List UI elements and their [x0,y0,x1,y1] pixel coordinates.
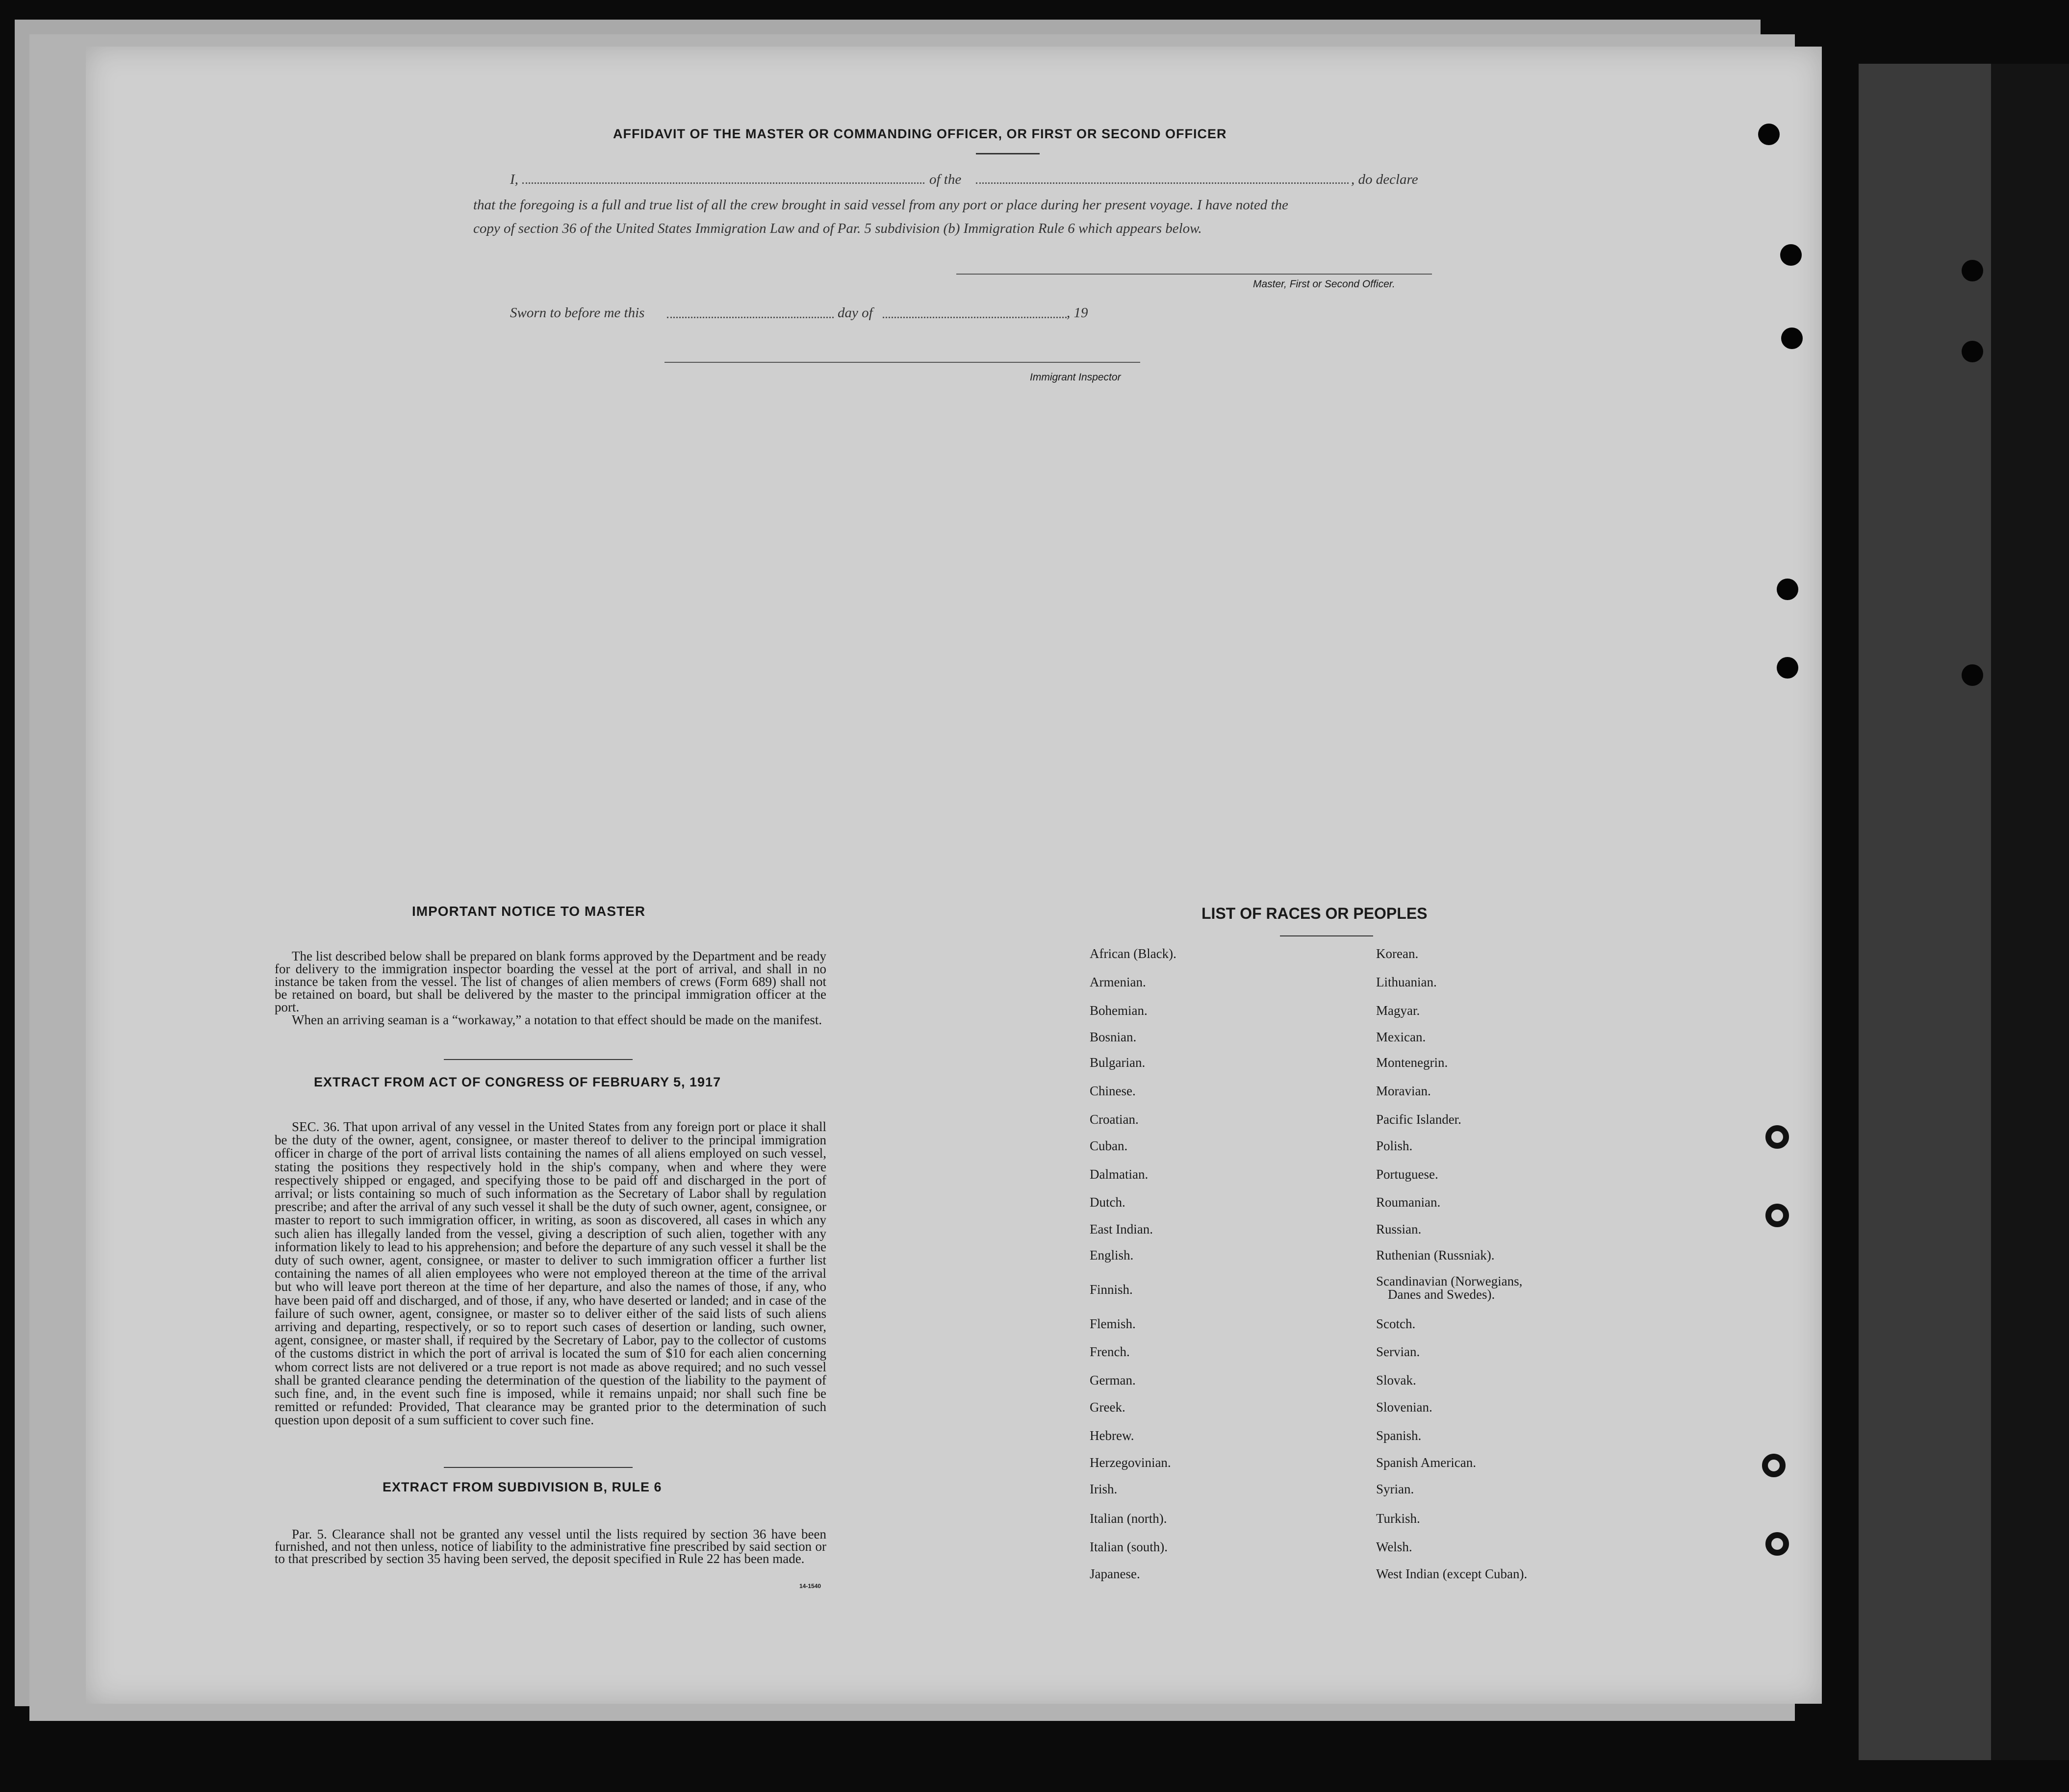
race-item: Slovak. [1376,1373,1416,1388]
affidavit-line-2: that the foregoing is a full and true list of all the crew brought in said vessel from any port or place during her present voyage. I have noted the [473,197,1288,213]
divider [1280,935,1373,936]
race-item: Dalmatian. [1090,1167,1149,1182]
year-label: , 19 [1067,305,1088,321]
punch-hole [1762,1454,1786,1477]
race-item: Turkish. [1376,1511,1420,1526]
race-item: Cuban. [1090,1138,1128,1153]
divider [976,153,1040,154]
race-item: Spanish. [1376,1428,1422,1443]
race-item: Korean. [1376,946,1419,961]
document-page [86,47,1822,1704]
punch-hole [1758,124,1780,145]
race-item: Herzegovinian. [1090,1455,1171,1470]
master-signature-label: Master, First or Second Officer. [1253,278,1395,290]
punch-hole [1777,579,1798,600]
race-item: Dutch. [1090,1195,1125,1210]
race-item: Hebrew. [1090,1428,1134,1443]
punch-hole [1765,1532,1789,1556]
race-item: Syrian. [1376,1482,1414,1496]
race-item: Servian. [1376,1344,1420,1359]
divider [444,1467,633,1468]
divider [444,1059,633,1060]
race-item: Italian (north). [1090,1511,1167,1526]
race-item: Armenian. [1090,975,1146,989]
race-item: East Indian. [1090,1222,1153,1237]
name-blank-line[interactable] [522,182,924,184]
inspector-signature-line[interactable] [664,362,1140,363]
punch-hole [1780,244,1802,266]
race-item: German. [1090,1373,1136,1388]
race-item: African (Black). [1090,946,1176,961]
race-item: Moravian. [1376,1084,1431,1098]
race-item: Chinese. [1090,1084,1136,1098]
race-item: Lithuanian. [1376,975,1437,989]
race-item: Magyar. [1376,1003,1420,1018]
race-item: Scandinavian (Norwegians, [1376,1274,1523,1288]
race-item: Italian (south). [1090,1540,1168,1554]
notice-body [275,950,826,1026]
race-item: Mexican. [1376,1030,1426,1044]
form-number: 14-1540 [799,1583,821,1590]
affidavit-declare-label: , do declare [1351,172,1418,187]
affidavit-title: AFFIDAVIT OF THE MASTER OR COMMANDING OFFICER, OR FIRST OR SECOND OFFICER [613,126,1227,141]
extract-rule-body: Par. 5. Clearance shall not be granted any vessel until the lists required by section 36 have been furnished, and not then unless, notice of liability to the administrative fine prescribed by said section or to that prescribed by section 35 having been served, the deposit specified in Rule 22 has been made. [275,1527,826,1566]
punch-hole [1962,341,1983,362]
day-of-label: day of [838,305,873,321]
vessel-blank-line[interactable] [976,182,1349,184]
race-item: Polish. [1376,1138,1413,1153]
race-item: Roumanian. [1376,1195,1441,1210]
race-item: Japanese. [1090,1566,1140,1581]
race-item: Irish. [1090,1482,1118,1496]
sworn-label: Sworn to before me this [510,305,645,321]
race-item: English. [1090,1248,1134,1262]
race-item: Croatian. [1090,1112,1139,1127]
race-item: French. [1090,1344,1130,1359]
race-item: Danes and Swedes). [1388,1287,1495,1302]
race-item: Portuguese. [1376,1167,1438,1182]
race-item: Bohemian. [1090,1003,1148,1018]
race-item: Finnish. [1090,1282,1133,1297]
races-title: LIST OF RACES OR PEOPLES [1201,905,1428,922]
race-item: Slovenian. [1376,1400,1432,1414]
race-item: Montenegrin. [1376,1055,1448,1070]
race-item: Spanish American. [1376,1455,1476,1470]
race-item: Flemish. [1090,1316,1136,1331]
affidavit-of-the-label: of the [929,172,962,187]
punch-hole [1781,328,1803,349]
notice-paragraph: The list described below shall be prepared on blank forms approved by the Department and be ready for delivery to the immigration inspector boarding the vessel at the port of arrival, and shall in no instance be taken from the vessel. The list of changes of alien members of crews (Form 689) shall not be retained on board, but shall be delivered by the master to the principal immigration officer at the port. [275,949,826,1014]
extract-rule-title: EXTRACT FROM SUBDIVISION B, RULE 6 [383,1480,662,1494]
notice-title: IMPORTANT NOTICE TO MASTER [412,904,646,919]
race-item: Greek. [1090,1400,1125,1414]
punch-hole [1765,1125,1789,1149]
sworn-month-blank-line[interactable] [883,317,1067,318]
race-item: Bosnian. [1090,1030,1137,1044]
inspector-label: Immigrant Inspector [1030,372,1121,383]
race-item: West Indian (except Cuban). [1376,1566,1528,1581]
punch-hole [1962,260,1983,281]
race-item: Pacific Islander. [1376,1112,1461,1127]
race-item: Scotch. [1376,1316,1416,1331]
race-item: Ruthenian (Russniak). [1376,1248,1495,1262]
binder-edge [1991,64,2069,1760]
punch-hole [1765,1204,1789,1227]
punch-hole [1962,664,1983,686]
master-signature-line[interactable] [956,274,1432,275]
sworn-day-blank-line[interactable] [667,317,834,318]
extract-act-body: SEC. 36. That upon arrival of any vessel in the United States from any foreign port or place it shall be the duty of the owner, agent, consignee, or master thereof to deliver to the principal immigration officer in charge of the port of arrival lists containing the names of all aliens employed on such vessel, stating the positions they respectively hold in the ship's company, when and where they were respectively shipped or engaged, and specifying those to be paid off and discharged in the port of arrival; or lists containing so much of such information as the Secretary of Labor shall by regulation prescribe; and after the arrival of any such vessel it shall be the duty of such owner, agent, consignee, or master to report to such immigration officer, in writing, as soon as discovered, all cases in which any such alien has illegally landed from the vessel, giving a description of such alien, together with any information likely to lead to his apprehension; and before the departure of any such vessel it shall be the duty of such owner, agent, consignee, or master to deliver to such immigration officer a further list containing the names of all alien employees who were not employed thereon at the time of the arrival but who will leave port thereon at the time of her departure, and also the names of those, if any, who have been paid off and discharged, and of those, if any, who have deserted or landed; and in case of the failure of such owner, agent, consignee, or master so to deliver either of the said lists of such aliens arriving and departing, respectively, or so to report such cases of desertion or landing, such owner, agent, consignee, or master shall, if required by the Secretary of Labor, pay to the collector of customs of the customs district in which the port of arrival is located the sum of $10 for each alien concerning whom correct lists are not delivered or a true report is not made as above required; and no such vessel shall be granted clearance pending the determination of the question of the liability to the payment of such fine, and, in the event such fine is imposed, while it remains unpaid; nor shall such fine be remitted or refunded: Provided, That clearance may be granted prior to the determination of such question upon deposit of a sum sufficient to cover such fine. [275,1119,826,1428]
race-item: Bulgarian. [1090,1055,1146,1070]
race-item: Welsh. [1376,1540,1412,1554]
notice-paragraph: When an arriving seaman is a “workaway,” a notation to that effect should be made on the manifest. [292,1012,822,1027]
extract-act-title: EXTRACT FROM ACT OF CONGRESS OF FEBRUARY 5, 1917 [314,1075,721,1089]
affidavit-i-label: I, [510,172,518,187]
race-item: Russian. [1376,1222,1422,1237]
affidavit-line-3: copy of section 36 of the United States Immigration Law and of Par. 5 subdivision (b) Immigration Rule 6 which appears below. [473,221,1202,236]
punch-hole [1777,657,1798,679]
